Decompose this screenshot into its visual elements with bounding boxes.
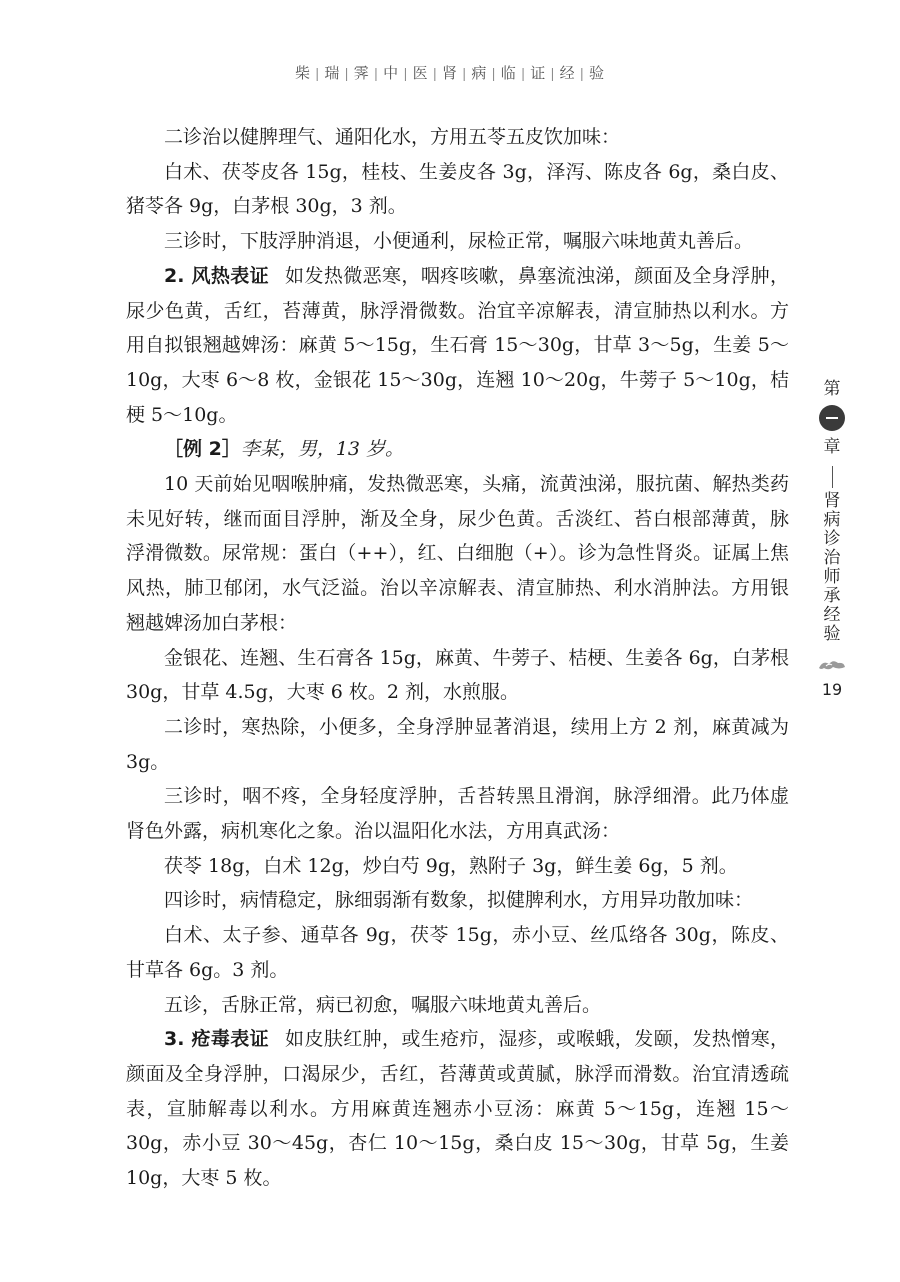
case-header bbox=[126, 432, 789, 467]
section-paragraph bbox=[126, 259, 789, 433]
header-char: 中 bbox=[383, 64, 400, 82]
header-char: 肾 bbox=[441, 64, 458, 82]
chapter-label-bottom: 章 bbox=[823, 437, 841, 457]
title-char: 病 bbox=[823, 510, 841, 530]
page-body bbox=[126, 120, 789, 1196]
header-separator: | bbox=[462, 67, 468, 82]
header-separator: | bbox=[314, 67, 321, 82]
title-char: 治 bbox=[823, 548, 841, 568]
section-heading: 3. 疮毒表证 bbox=[164, 1028, 270, 1051]
title-char: 肾 bbox=[823, 491, 841, 511]
running-header bbox=[0, 62, 900, 83]
section-text: 如皮肤红肿，或生疮疖，湿疹，或喉蛾，发颐，发热憎寒，颜面及全身浮肿，口渴尿少，舌红，苔薄黄或黄腻，脉浮而滑数。治宜清透疏表，宣肺解毒以利水。方用麻黄连翘赤小豆汤：麻黄 5～15g，连翘 15～30g，赤小豆 30～45g，杏仁 10～15g，桑白皮 15～30g，甘草 5g，生姜 10g，大枣 5 枚。 bbox=[126, 1028, 789, 1190]
cloud-ornament-icon bbox=[817, 658, 847, 672]
section-text: 如发热微恶寒，咽疼咳嗽，鼻塞流浊涕，颜面及全身浮肿，尿少色黄，舌红，苔薄黄，脉浮滑微数。治宜辛凉解表，清宣肺热以利水。方用自拟银翘越婢汤：麻黄 5～15g，生石膏 15～30g，甘草 3～5g，生姜 5～10g，大枣 6～8 枚，金银花 15～30g，连翘 10～20g，牛蒡子 5～10g，桔梗 5～10g。 bbox=[126, 264, 789, 426]
header-char: 验 bbox=[589, 64, 606, 82]
prescription-paragraph: 白术、茯苓皮各 15g，桂枝、生姜皮各 3g，泽泻、陈皮各 6g，桑白皮、猪苓各 9g，白茅根 30g，3 剂。 bbox=[126, 160, 789, 218]
paragraph: 三诊时，下肢浮肿消退，小便通利，尿检正常，嘱服六味地黄丸善后。 bbox=[164, 230, 754, 253]
header-char: 临 bbox=[500, 64, 517, 82]
page-number: 19 bbox=[821, 680, 843, 699]
header-separator: | bbox=[403, 67, 409, 82]
header-char: 医 bbox=[412, 64, 429, 82]
prescription-paragraph: 茯苓 18g，白术 12g，炒白芍 9g，熟附子 3g，鲜生姜 6g，5 剂。 bbox=[164, 854, 738, 877]
chapter-number-one-glyph bbox=[826, 417, 838, 419]
paragraph: 五诊，舌脉正常，病已初愈，嘱服六味地黄丸善后。 bbox=[164, 993, 602, 1016]
header-char: 霁 bbox=[353, 64, 370, 82]
header-char: 柴 bbox=[294, 64, 311, 82]
section-paragraph bbox=[126, 1022, 789, 1196]
paragraph: 二诊治以健脾理气、通阳化水，方用五苓五皮饮加味： bbox=[164, 126, 621, 148]
vertical-chapter-title bbox=[824, 492, 841, 644]
title-char: 师 bbox=[823, 567, 841, 587]
header-char: 经 bbox=[559, 64, 576, 82]
title-char: 经 bbox=[823, 605, 841, 625]
chapter-label-top: 第 bbox=[823, 379, 841, 399]
paragraph: 三诊时，咽不疼，全身轻度浮肿，舌苔转黑且滑润，脉浮细滑。此乃体虚肾色外露，病机寒化之象。治以温阳化水法，方用真武汤： bbox=[126, 785, 789, 843]
divider-line bbox=[832, 466, 833, 488]
header-char: 瑞 bbox=[324, 64, 341, 82]
paragraph: 10 天前始见咽喉肿痛，发热微恶寒，头痛，流黄浊涕，服抗菌、解热类药未见好转，继而面目浮肿，渐及全身，尿少色黄。舌淡红、苔白根部薄黄，脉浮滑微数。尿常规：蛋白（++），红、白细胞（+）。诊为急性肾炎。证属上焦风热，肺卫郁闭，水气泛溢。治以辛凉解表、清宣肺热、利水消肿法。方用银翘越婢汤加白茅根： bbox=[126, 473, 789, 634]
prescription-paragraph: 白术、太子参、通草各 9g，茯苓 15g，赤小豆、丝瓜络各 30g，陈皮、甘草各 6g。3 剂。 bbox=[126, 924, 789, 981]
header-separator: | bbox=[432, 67, 438, 82]
title-char: 诊 bbox=[823, 529, 841, 549]
header-char: 证 bbox=[530, 64, 547, 82]
case-label: ［例 2］ bbox=[164, 438, 241, 461]
paragraph: 二诊时，寒热除，小便多，全身浮肿显著消退，续用上方 2 剂，麻黄减为 3g。 bbox=[126, 715, 789, 773]
paragraph: 四诊时，病情稳定，脉细弱渐有数象，拟健脾利水，方用异功散加味： bbox=[164, 889, 754, 912]
header-separator: | bbox=[373, 67, 380, 82]
section-heading: 2. 风热表证 bbox=[164, 264, 270, 287]
header-char: 病 bbox=[471, 64, 488, 82]
prescription-paragraph: 金银花、连翘、生石膏各 15g，麻黄、牛蒡子、桔梗、生姜各 6g，白茅根 30g，甘草 4.5g，大枣 6 枚。2 剂，水煎服。 bbox=[126, 646, 789, 704]
header-separator: | bbox=[579, 67, 586, 82]
case-patient: 李某，男，13 岁。 bbox=[240, 438, 405, 461]
header-separator: | bbox=[520, 67, 527, 82]
header-separator: | bbox=[491, 67, 497, 82]
title-char: 承 bbox=[823, 586, 841, 606]
chapter-sidebar bbox=[812, 378, 852, 699]
header-separator: | bbox=[344, 67, 350, 82]
header-separator: | bbox=[550, 67, 556, 82]
chapter-number-badge bbox=[819, 405, 845, 431]
title-char: 验 bbox=[823, 624, 841, 644]
